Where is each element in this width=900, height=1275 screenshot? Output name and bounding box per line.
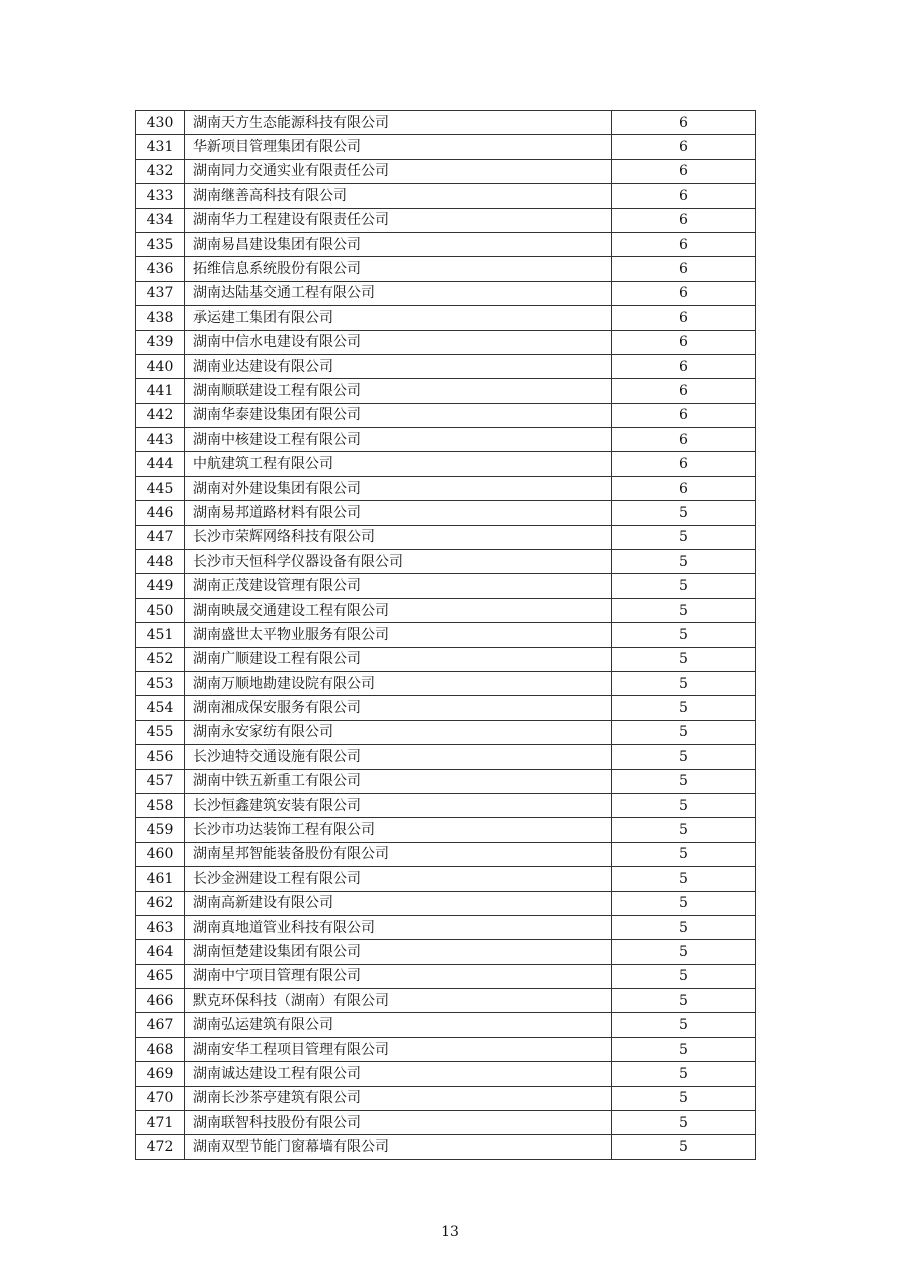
row-number-cell: 437: [136, 281, 185, 305]
score-cell: 5: [612, 647, 756, 671]
score-cell: 6: [612, 208, 756, 232]
company-name-cell: 湖南华泰建设集团有限公司: [185, 403, 612, 427]
company-name-cell: 湖南湘成保安服务有限公司: [185, 696, 612, 720]
score-cell: 6: [612, 452, 756, 476]
company-name-cell: 湖南长沙茶亭建筑有限公司: [185, 1086, 612, 1110]
row-number-cell: 448: [136, 550, 185, 574]
score-cell: 5: [612, 1111, 756, 1135]
row-number-cell: 461: [136, 867, 185, 891]
score-cell: 6: [612, 403, 756, 427]
company-name-cell: 长沙市功达装饰工程有限公司: [185, 818, 612, 842]
table-row: [136, 964, 756, 988]
company-name-cell: 湖南诚达建设工程有限公司: [185, 1062, 612, 1086]
table-row: [136, 623, 756, 647]
company-name-cell: 华新项目管理集团有限公司: [185, 135, 612, 159]
row-number-cell: 445: [136, 476, 185, 500]
table-row: [136, 671, 756, 695]
score-cell: 5: [612, 574, 756, 598]
score-cell: 6: [612, 306, 756, 330]
row-number-cell: 439: [136, 330, 185, 354]
table-row: [136, 696, 756, 720]
row-number-cell: 451: [136, 623, 185, 647]
table-row: [136, 330, 756, 354]
company-name-cell: 承运建工集团有限公司: [185, 306, 612, 330]
score-cell: 6: [612, 135, 756, 159]
company-name-cell: 长沙迪特交通设施有限公司: [185, 745, 612, 769]
company-name-cell: 湖南中核建设工程有限公司: [185, 428, 612, 452]
score-cell: 5: [612, 1135, 756, 1159]
page-number: 13: [441, 1224, 459, 1240]
table-row: [136, 135, 756, 159]
row-number-cell: 441: [136, 379, 185, 403]
company-name-cell: 湖南中信水电建设有限公司: [185, 330, 612, 354]
score-cell: 5: [612, 769, 756, 793]
table-row: [136, 379, 756, 403]
row-number-cell: 460: [136, 842, 185, 866]
company-name-cell: 长沙恒鑫建筑安装有限公司: [185, 793, 612, 817]
company-name-cell: 湖南真地道管业科技有限公司: [185, 915, 612, 939]
company-name-cell: 湖南映晟交通建设工程有限公司: [185, 598, 612, 622]
company-name-cell: 湖南永安家纺有限公司: [185, 720, 612, 744]
score-cell: 6: [612, 476, 756, 500]
company-name-cell: 湖南业达建设有限公司: [185, 354, 612, 378]
company-name-cell: 湖南顺联建设工程有限公司: [185, 379, 612, 403]
row-number-cell: 440: [136, 354, 185, 378]
company-name-cell: 湖南正茂建设管理有限公司: [185, 574, 612, 598]
table-row: [136, 159, 756, 183]
table-row: [136, 354, 756, 378]
score-cell: 5: [612, 696, 756, 720]
company-name-cell: 湖南盛世太平物业服务有限公司: [185, 623, 612, 647]
company-name-cell: 长沙市荣辉网络科技有限公司: [185, 525, 612, 549]
row-number-cell: 436: [136, 257, 185, 281]
score-cell: 6: [612, 184, 756, 208]
score-cell: 5: [612, 842, 756, 866]
table-row: [136, 281, 756, 305]
table-row: [136, 1062, 756, 1086]
row-number-cell: 452: [136, 647, 185, 671]
score-cell: 5: [612, 623, 756, 647]
row-number-cell: 467: [136, 1013, 185, 1037]
score-cell: 5: [612, 525, 756, 549]
table-row: [136, 818, 756, 842]
score-cell: 6: [612, 257, 756, 281]
company-name-cell: 湖南中铁五新重工有限公司: [185, 769, 612, 793]
table-row: [136, 745, 756, 769]
company-name-cell: 默克环保科技（湖南）有限公司: [185, 989, 612, 1013]
company-name-cell: 湖南中宁项目管理有限公司: [185, 964, 612, 988]
table-row: [136, 257, 756, 281]
score-cell: 5: [612, 940, 756, 964]
company-name-cell: 湖南高新建设有限公司: [185, 891, 612, 915]
score-cell: 5: [612, 1037, 756, 1061]
row-number-cell: 446: [136, 501, 185, 525]
company-name-cell: 中航建筑工程有限公司: [185, 452, 612, 476]
table-body: [136, 111, 756, 1160]
company-name-cell: 湖南达陆基交通工程有限公司: [185, 281, 612, 305]
company-name-cell: 湖南恒楚建设集团有限公司: [185, 940, 612, 964]
row-number-cell: 468: [136, 1037, 185, 1061]
score-cell: 5: [612, 915, 756, 939]
row-number-cell: 438: [136, 306, 185, 330]
company-name-cell: 湖南安华工程项目管理有限公司: [185, 1037, 612, 1061]
row-number-cell: 469: [136, 1062, 185, 1086]
row-number-cell: 430: [136, 111, 185, 135]
company-name-cell: 湖南星邦智能装备股份有限公司: [185, 842, 612, 866]
score-cell: 5: [612, 1086, 756, 1110]
row-number-cell: 472: [136, 1135, 185, 1159]
company-name-cell: 湖南华力工程建设有限责任公司: [185, 208, 612, 232]
table-row: [136, 476, 756, 500]
row-number-cell: 457: [136, 769, 185, 793]
table-row: [136, 574, 756, 598]
table-row: [136, 867, 756, 891]
company-name-cell: 湖南弘运建筑有限公司: [185, 1013, 612, 1037]
table-row: [136, 769, 756, 793]
score-cell: 5: [612, 989, 756, 1013]
table-row: [136, 1135, 756, 1159]
score-cell: 5: [612, 793, 756, 817]
table-row: [136, 891, 756, 915]
row-number-cell: 466: [136, 989, 185, 1013]
score-cell: 5: [612, 867, 756, 891]
score-cell: 6: [612, 428, 756, 452]
table-row: [136, 915, 756, 939]
score-cell: 5: [612, 1062, 756, 1086]
company-score-table: [135, 110, 756, 1160]
score-cell: 6: [612, 354, 756, 378]
table-row: [136, 184, 756, 208]
table-row: [136, 1037, 756, 1061]
table-row: [136, 940, 756, 964]
row-number-cell: 431: [136, 135, 185, 159]
row-number-cell: 458: [136, 793, 185, 817]
row-number-cell: 471: [136, 1111, 185, 1135]
score-cell: 6: [612, 159, 756, 183]
score-cell: 5: [612, 720, 756, 744]
table-row: [136, 793, 756, 817]
score-cell: 5: [612, 550, 756, 574]
company-name-cell: 长沙金洲建设工程有限公司: [185, 867, 612, 891]
row-number-cell: 470: [136, 1086, 185, 1110]
table-row: [136, 111, 756, 135]
table-row: [136, 428, 756, 452]
row-number-cell: 444: [136, 452, 185, 476]
score-cell: 5: [612, 818, 756, 842]
row-number-cell: 449: [136, 574, 185, 598]
score-cell: 5: [612, 671, 756, 695]
company-name-cell: 湖南万顺地勘建设院有限公司: [185, 671, 612, 695]
company-name-cell: 长沙市天恒科学仪器设备有限公司: [185, 550, 612, 574]
score-cell: 5: [612, 1013, 756, 1037]
score-cell: 6: [612, 379, 756, 403]
score-cell: 6: [612, 330, 756, 354]
company-name-cell: 湖南联智科技股份有限公司: [185, 1111, 612, 1135]
row-number-cell: 465: [136, 964, 185, 988]
score-cell: 5: [612, 745, 756, 769]
table-row: [136, 842, 756, 866]
table-row: [136, 306, 756, 330]
score-cell: 6: [612, 281, 756, 305]
score-cell: 5: [612, 891, 756, 915]
company-name-cell: 湖南易邦道路材料有限公司: [185, 501, 612, 525]
company-name-cell: 湖南天方生态能源科技有限公司: [185, 111, 612, 135]
row-number-cell: 443: [136, 428, 185, 452]
table-row: [136, 550, 756, 574]
table-row: [136, 1086, 756, 1110]
score-cell: 5: [612, 598, 756, 622]
table-row: [136, 989, 756, 1013]
row-number-cell: 435: [136, 232, 185, 256]
company-name-cell: 湖南易昌建设集团有限公司: [185, 232, 612, 256]
table-row: [136, 647, 756, 671]
company-name-cell: 湖南同力交通实业有限责任公司: [185, 159, 612, 183]
row-number-cell: 433: [136, 184, 185, 208]
table-row: [136, 720, 756, 744]
table-row: [136, 1013, 756, 1037]
row-number-cell: 459: [136, 818, 185, 842]
row-number-cell: 434: [136, 208, 185, 232]
score-cell: 6: [612, 111, 756, 135]
company-name-cell: 湖南广顺建设工程有限公司: [185, 647, 612, 671]
company-name-cell: 湖南继善高科技有限公司: [185, 184, 612, 208]
row-number-cell: 432: [136, 159, 185, 183]
row-number-cell: 456: [136, 745, 185, 769]
table-row: [136, 501, 756, 525]
table-row: [136, 452, 756, 476]
table-row: [136, 208, 756, 232]
row-number-cell: 447: [136, 525, 185, 549]
company-name-cell: 拓维信息系统股份有限公司: [185, 257, 612, 281]
row-number-cell: 450: [136, 598, 185, 622]
row-number-cell: 442: [136, 403, 185, 427]
row-number-cell: 462: [136, 891, 185, 915]
table-row: [136, 1111, 756, 1135]
table-row: [136, 525, 756, 549]
company-name-cell: 湖南双型节能门窗幕墙有限公司: [185, 1135, 612, 1159]
score-cell: 5: [612, 964, 756, 988]
row-number-cell: 455: [136, 720, 185, 744]
table-row: [136, 403, 756, 427]
row-number-cell: 454: [136, 696, 185, 720]
score-cell: 6: [612, 232, 756, 256]
table-row: [136, 232, 756, 256]
table-row: [136, 598, 756, 622]
company-name-cell: 湖南对外建设集团有限公司: [185, 476, 612, 500]
row-number-cell: 463: [136, 915, 185, 939]
row-number-cell: 453: [136, 671, 185, 695]
row-number-cell: 464: [136, 940, 185, 964]
score-cell: 5: [612, 501, 756, 525]
